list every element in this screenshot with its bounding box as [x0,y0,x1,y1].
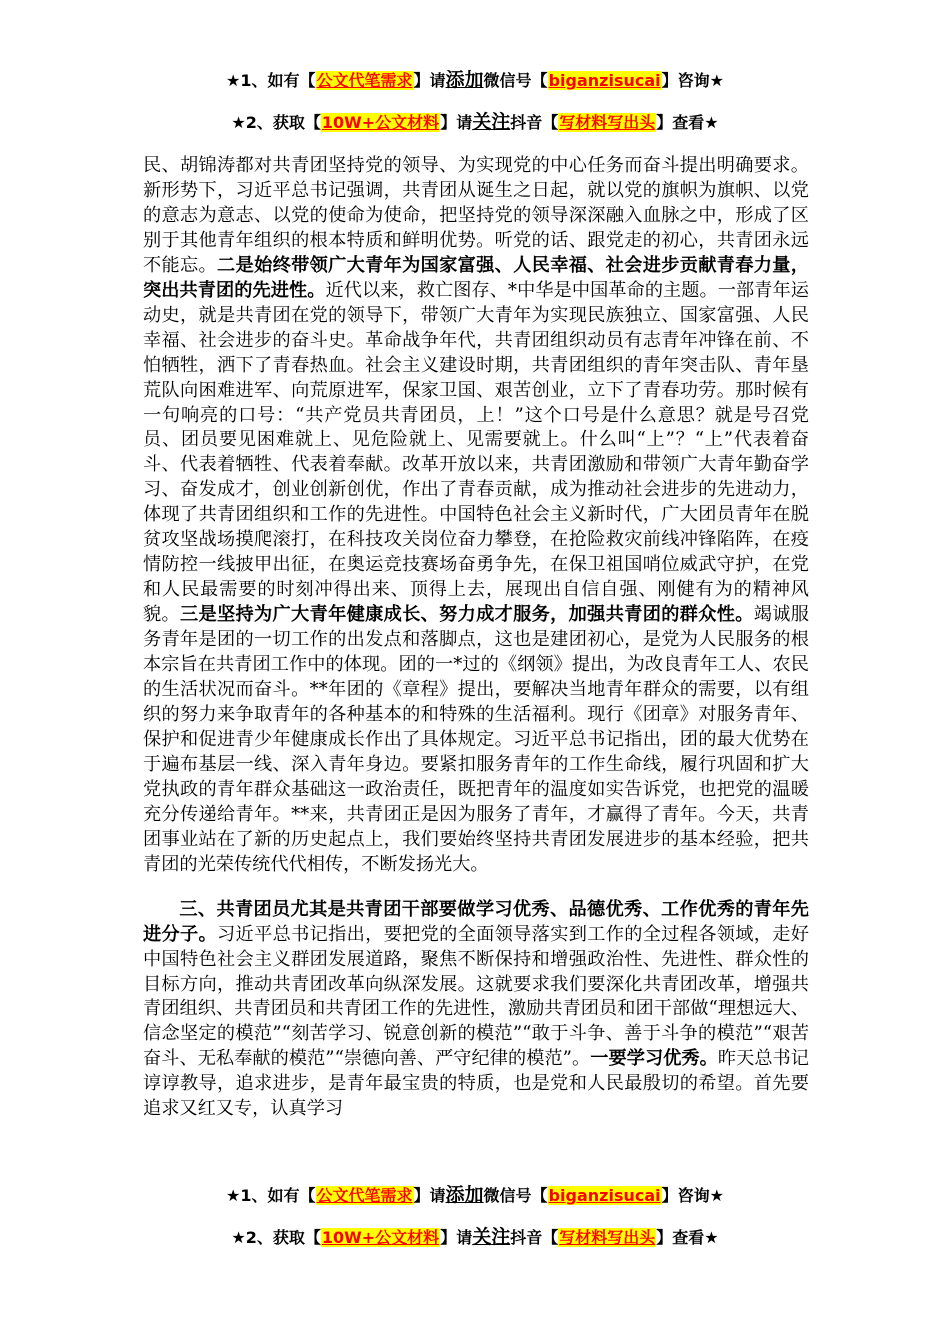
banner-text: 】请 [440,113,473,132]
banner-text: 】请 [413,1186,446,1205]
section-heading-two: 二是始终带领广大青年为国家富强、人民幸福、社会进步贡献青春力量，突出共青团的先进性。 [143,254,809,301]
banner-emphasis: 关注 [472,1226,511,1248]
banner-text: 微信号【 [483,1186,548,1205]
banner-prefix: ★1、如有【 [226,71,316,90]
banner-suffix: 】查看★ [656,1228,719,1247]
promo-banner-top-1 [0,68,950,93]
paragraph-text: 竭诚服务青年是团的一切工作的出发点和落脚点，这也是建团初心，是党为人民服务的根本宗旨在共青团工作中的体现。团的一*过的《纲领》提出，为改良青年工人、农民的生活状况而奋斗。**年团的《章程》提出，要解决当地青年群众的需要，以有组织的努力来争取青年的各种基本的和特殊的生活福利。现行《团章》对服务青年、保护和促进青少年健康成长作出了具体规定。习近平总书记指出，团的最大优势在于遍布基层一线、深入青年身边。要紧扣服务青年的工作生命线，履行巩固和扩大党执政的青年群众基础这一政治责任，既把青年的温度如实告诉党，也把党的温暖充分传递给青年。**来，共青团正是因为服务了青年，才赢得了青年。今天，共青团事业站在了新的历史起点上，我们要始终坚持共青团发展进步的基本经验，把共青团的光荣传统代代相传，不断发扬光大。 [143,604,809,875]
banner-text: 抖音【 [510,1228,559,1247]
banner-highlight-service: 公文代笔需求 [316,71,413,90]
banner-highlight-materials: 10W+公文材料 [321,113,440,132]
promo-banner-bottom-1 [0,1183,950,1208]
banner-emphasis: 添加 [445,1184,484,1206]
paragraph-text: 昨天总书记谆谆教导，追求进步，是青年最宝贵的特质，也是党和人民最殷切的希望。首先要追求又红又专，认真学习 [143,1048,809,1120]
section-heading-three: 三是坚持为广大青年健康成长、努力成才服务，加强共青团的群众性。 [180,604,754,626]
banner-prefix: ★1、如有【 [226,1186,316,1205]
banner-suffix: 】查看★ [656,113,719,132]
banner-text: 】请 [440,1228,473,1247]
subheading-learning: 一要学习优秀。 [590,1048,718,1070]
banner-prefix: ★2、获取【 [231,1228,321,1247]
banner-text: 抖音【 [510,113,559,132]
document-body [143,154,809,1122]
body-paragraph-1 [143,154,809,878]
banner-suffix: 】咨询★ [661,1186,724,1205]
banner-highlight-materials: 10W+公文材料 [321,1228,440,1247]
banner-highlight-service: 公文代笔需求 [316,1186,413,1205]
paragraph-text: 习近平总书记指出，要把党的全面领导落实到工作的全过程各领域，走好中国特色社会主义群团发展道路，聚焦不断保持和增强政治性、先进性、群众性的目标方向，推动共青团改革向纵深发展。这就要求我们要深化共青团改革，增强共青团组织、共青团员和共青团工作的先进性，激励共青团员和团干部做“理想远大、信念坚定的模范”“刻苦学习、锐意创新的模范”“敢于斗争、善于斗争的模范”“艰苦奋斗、无私奉献的模范”“崇德向善、严守纪律的模范”。 [143,923,809,1070]
promo-banner-top-2 [0,110,950,135]
banner-highlight-wechat-id: biganzisucai [548,1186,661,1205]
paragraph-text: 近代以来，救亡图存、*中华是中国革命的主题。一部青年运动史，就是共青团在党的领导下，带领广大青年为实现民族独立、国家富强、人民幸福、社会进步的奋斗史。革命战争年代，共青团组织动员有志青年冲锋在前、不怕牺牲，洒下了青春热血。社会主义建设时期，共青团组织的青年突击队、青年垦荒队向困难进军、向荒原进军，保家卫国、艰苦创业，立下了青春功劳。那时候有一句响亮的口号：“共产党员共青团员，上！”这个口号是什么意思？就是号召党员、团员要见困难就上、见危险就上、见需要就上。什么叫“上”？“上”代表着奋斗、代表着牺牲、代表着奉献。改革开放以来，共青团激励和带领广大青年勤奋学习、奋发成才，创业创新创优，作出了青春贡献，成为推动社会进步的先进动力，体现了共青团组织和工作的先进性。中国特色社会主义新时代，广大团员青年在脱贫攻坚战场摸爬滚打，在科技攻关岗位奋力攀登，在抢险救灾前线冲锋陷阵，在疫情防控一线披甲出征，在奥运竞技赛场奋勇争先，在保卫祖国哨位威武守护，在党和人民最需要的时刻冲得出来、顶得上去，展现出自信自强、刚健有为的精神风貌。 [143,279,809,626]
banner-emphasis: 添加 [445,69,484,91]
banner-highlight-douyin-account: 写材料写出头 [559,113,656,132]
banner-emphasis: 关注 [472,111,511,133]
banner-text: 】请 [413,71,446,90]
banner-suffix: 】咨询★ [661,71,724,90]
main-heading-three: 三、共青团员尤其是共青团干部要做学习优秀、品德优秀、工作优秀的青年先进分子。 [143,898,809,945]
banner-prefix: ★2、获取【 [231,113,321,132]
banner-highlight-douyin-account: 写材料写出头 [559,1228,656,1247]
paragraph-text: 民、胡锦涛都对共青团坚持党的领导、为实现党的中心任务而奋斗提出明确要求。新形势下，习近平总书记强调，共青团从诞生之日起，就以党的旗帜为旗帜、以党的意志为意志、以党的使命为使命，把坚持党的领导深深融入血脉之中，形成了区别于其他青年组织的根本特质和鲜明优势。听党的话、跟党走的初心，共青团永远不能忘。 [143,155,809,276]
banner-highlight-wechat-id: biganzisucai [548,71,661,90]
body-paragraph-2 [143,898,809,1123]
promo-banner-bottom-2 [0,1225,950,1250]
banner-text: 微信号【 [483,71,548,90]
